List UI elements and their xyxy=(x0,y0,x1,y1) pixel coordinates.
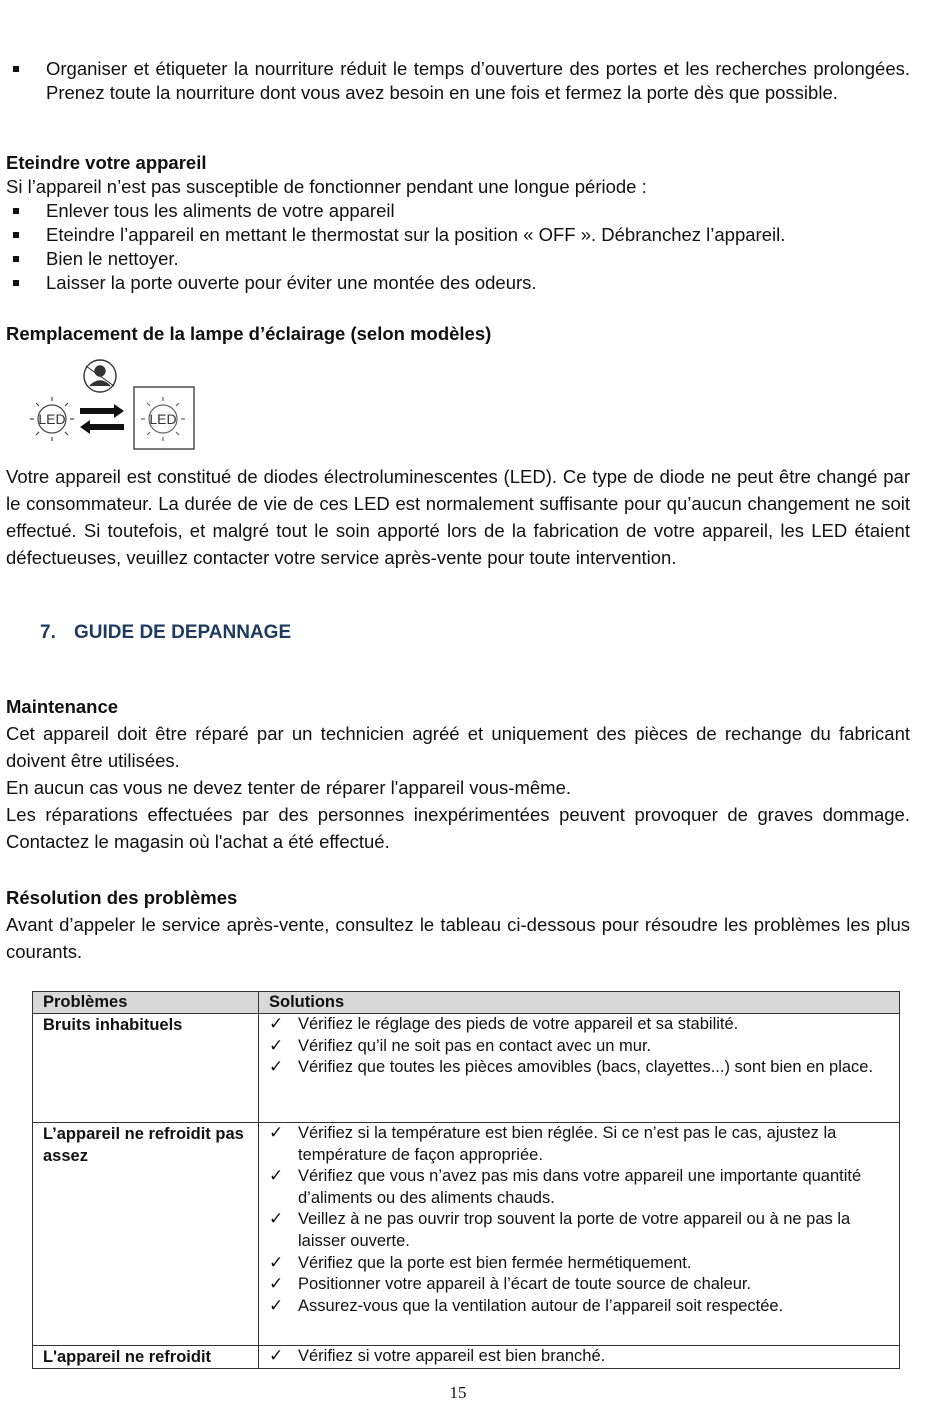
lamp-paragraph: Votre appareil est constitué de diodes électroluminescentes (LED). Ce type de diode ne peut être changé par le consommateur. La durée de vie de ces LED est normalement suffisante pour qu’aucun changement ne soit effectué. Si toutefois, et malgré tout le soin apporté lors de la fabrication de votre appareil, les LED étaient défectueuses, veuillez contacter votre service après-vente pour toute intervention. xyxy=(6,466,910,568)
swap-arrows-icon xyxy=(80,404,124,434)
checkmark-icon: ✓ xyxy=(269,1252,284,1273)
off-item: Enlever tous les aliments de votre appareil xyxy=(6,199,910,223)
checkmark-icon: ✓ xyxy=(269,1346,284,1366)
troubleshooting-table xyxy=(32,991,900,1369)
checkmark-icon: ✓ xyxy=(269,1295,284,1316)
resolution-heading: Résolution des problèmes xyxy=(6,887,238,908)
maintenance-p1: Cet appareil doit être réparé par un technicien agréé et uniquement des pièces de rechange du fabricant doivent être utilisées. xyxy=(6,723,910,771)
column-header-problems: Problèmes xyxy=(33,992,259,1014)
page-number: 15 xyxy=(449,1383,467,1402)
section-title xyxy=(40,622,291,644)
technician-icon xyxy=(84,360,116,392)
solution-item: ✓ Veillez à ne pas ouvrir trop souvent la porte de votre appareil ou à ne pas la laisser ouverte. xyxy=(269,1209,851,1250)
checkmark-icon: ✓ xyxy=(269,1274,284,1295)
bullet-square-icon xyxy=(13,280,19,286)
solutions-cell xyxy=(259,1346,900,1369)
solution-item: ✓ Vérifiez que vous n’avez pas mis dans votre appareil une importante quantité d’aliments ou des aliments chauds. xyxy=(269,1166,862,1207)
off-item: Laisser la porte ouverte pour éviter une montée des odeurs. xyxy=(6,271,910,295)
problem-cell: L'appareil ne refroidit xyxy=(33,1346,259,1369)
maintenance-heading: Maintenance xyxy=(6,696,119,717)
intro-bullet xyxy=(6,57,910,105)
checkmark-icon: ✓ xyxy=(269,1014,284,1034)
table-row xyxy=(33,1346,900,1369)
bullet-square-icon xyxy=(13,66,19,72)
led-replacement-illustration xyxy=(22,356,202,456)
maintenance-section xyxy=(6,693,910,855)
solution-item: ✓ Vérifiez qu’il ne soit pas en contact avec un mur. xyxy=(269,1035,652,1056)
maintenance-p3: Les réparations effectuées par des personnes inexpérimentées peuvent provoquer de graves dommage. Contactez le magasin où l'achat a été effectué. xyxy=(6,804,910,852)
checkmark-icon: ✓ xyxy=(269,1166,284,1187)
problem-cell: Bruits inhabituels xyxy=(33,1014,259,1123)
off-item: Eteindre l’appareil en mettant le thermostat sur la position « OFF ». Débranchez l’appareil. xyxy=(6,223,910,247)
section-title-text: GUIDE DE DEPANNAGE xyxy=(74,622,292,643)
solution-item: ✓ Vérifiez que toutes les pièces amovibles (bacs, clayettes...) sont bien en place. xyxy=(269,1057,874,1078)
column-header-solutions: Solutions xyxy=(259,992,900,1014)
solution-item: ✓ Vérifiez que la porte est bien fermée hermétiquement. xyxy=(269,1252,692,1273)
checkmark-icon: ✓ xyxy=(269,1035,284,1056)
off-heading: Eteindre votre appareil xyxy=(6,152,207,173)
solution-item: ✓ Vérifiez si votre appareil est bien branché. xyxy=(269,1346,606,1366)
table-row xyxy=(33,1014,900,1123)
led-label-right: LED xyxy=(149,411,177,427)
bullet-square-icon xyxy=(13,232,19,238)
bullet-square-icon xyxy=(13,208,19,214)
off-list xyxy=(6,199,910,295)
led-label-left: LED xyxy=(38,411,66,427)
maintenance-p2: En aucun cas vous ne devez tenter de réparer l'appareil vous-même. xyxy=(6,777,572,798)
solution-item: ✓ Positionner votre appareil à l’écart de toute source de chaleur. xyxy=(269,1274,752,1295)
lamp-heading: Remplacement de la lampe d’éclairage (selon modèles) xyxy=(6,323,492,344)
intro-bullet-text: Organiser et étiqueter la nourriture réduit le temps d’ouverture des portes et les recherches prolongées. Prenez toute la nourriture dont vous avez besoin en une fois et fermez la porte dès que possible. xyxy=(46,58,910,103)
off-section xyxy=(6,151,910,295)
table-header-row xyxy=(33,992,900,1014)
solution-item: ✓ Vérifiez si la température est bien réglée. Si ce n’est pas le cas, ajustez la température de façon appropriée. xyxy=(269,1123,837,1164)
solution-item: ✓ Vérifiez le réglage des pieds de votre appareil et sa stabilité. xyxy=(269,1014,739,1034)
solution-item: ✓ Assurez-vous que la ventilation autour de l’appareil soit respectée. xyxy=(269,1295,784,1316)
solutions-cell xyxy=(259,1123,900,1346)
solutions-cell xyxy=(259,1014,900,1123)
checkmark-icon: ✓ xyxy=(269,1057,284,1078)
bullet-square-icon xyxy=(13,256,19,262)
problem-cell: L’appareil ne refroidit pas assez xyxy=(33,1123,259,1346)
checkmark-icon: ✓ xyxy=(269,1123,284,1143)
off-item: Bien le nettoyer. xyxy=(6,247,910,271)
intro-bullet-list xyxy=(6,57,910,105)
section-number: 7. xyxy=(40,622,56,643)
resolution-section xyxy=(6,884,910,965)
off-intro: Si l’appareil n’est pas susceptible de fonctionner pendant une longue période : xyxy=(6,176,647,197)
checkmark-icon: ✓ xyxy=(269,1209,284,1230)
table-row xyxy=(33,1123,900,1346)
resolution-intro: Avant d’appeler le service après-vente, consultez le tableau ci-dessous pour résoudre les problèmes les plus courants. xyxy=(6,914,910,962)
